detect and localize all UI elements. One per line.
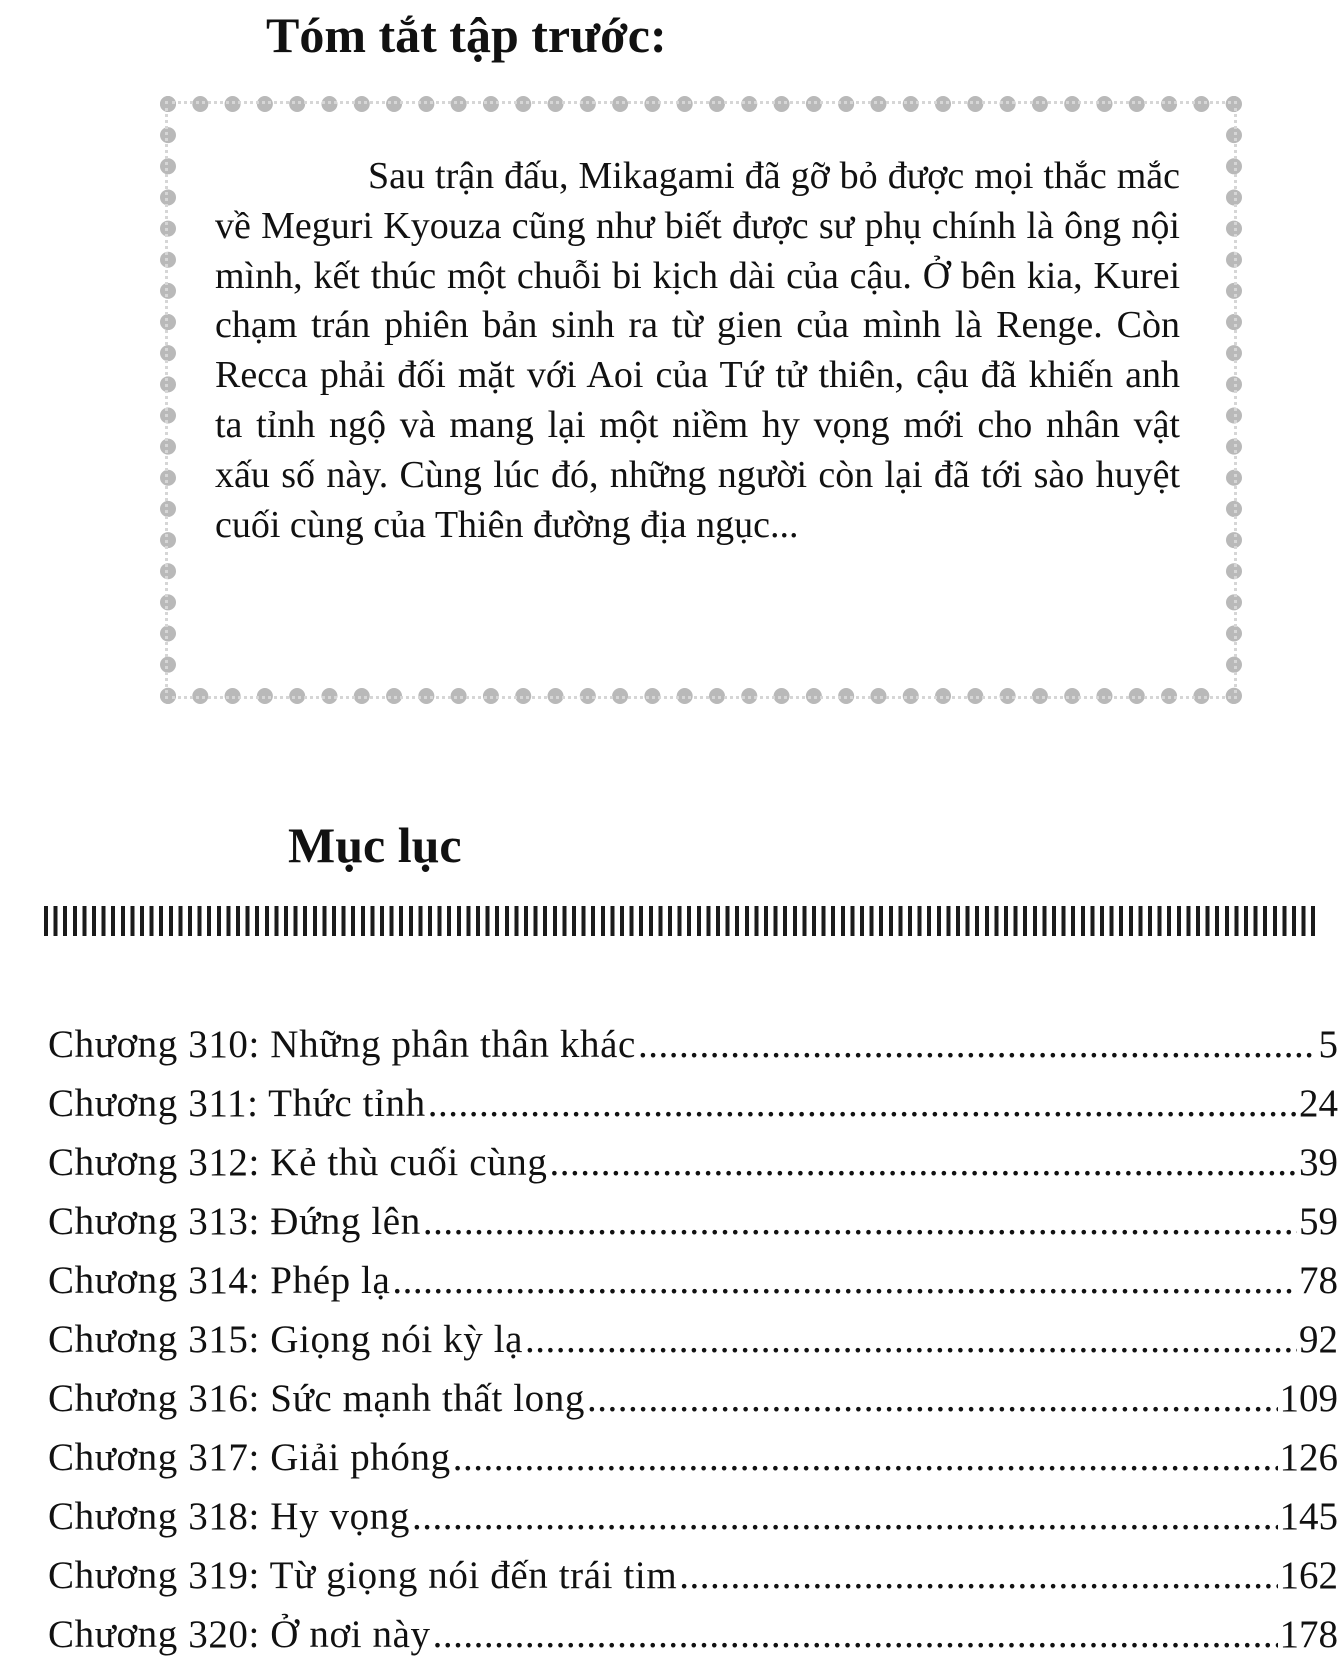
toc-entry-leader	[392, 1251, 1297, 1310]
toc-entry	[48, 1015, 1338, 1074]
toc-entry-leader	[679, 1546, 1277, 1605]
toc-entry	[48, 1487, 1338, 1546]
toc-entry-label: Chương 316: Sức mạnh thất long	[48, 1377, 585, 1420]
toc-entry	[48, 1605, 1338, 1664]
toc-entry-page: 126	[1279, 1436, 1338, 1479]
toc-entry-leader	[587, 1369, 1278, 1428]
toc-entry-label: Chương 313: Đứng lên	[48, 1200, 421, 1243]
toc-entry-label: Chương 318: Hy vọng	[48, 1495, 410, 1538]
toc-entry-label: Chương 315: Giọng nói kỳ lạ	[48, 1318, 524, 1361]
toc-list	[48, 1015, 1338, 1664]
toc-entry-leader	[525, 1310, 1297, 1369]
summary-title: Tóm tắt tập trước:	[266, 7, 667, 63]
toc-entry-leader	[638, 1015, 1317, 1074]
toc-entry	[48, 1428, 1338, 1487]
toc-entry	[48, 1369, 1338, 1428]
toc-entry-leader	[423, 1192, 1297, 1251]
toc-entry-leader	[412, 1487, 1278, 1546]
toc-entry-page: 5	[1318, 1023, 1338, 1066]
toc-entry-leader	[453, 1428, 1278, 1487]
toc-entry-page: 39	[1299, 1141, 1338, 1184]
toc-entry-label: Chương 319: Từ giọng nói đến trái tim	[48, 1554, 678, 1597]
toc-entry	[48, 1546, 1338, 1605]
toc-entry	[48, 1192, 1338, 1251]
toc-entry-page: 24	[1299, 1082, 1338, 1125]
toc-entry-label: Chương 317: Giải phóng	[48, 1436, 451, 1479]
toc-title: Mục lục	[288, 817, 462, 873]
toc-entry	[48, 1251, 1338, 1310]
toc-entry	[48, 1310, 1338, 1369]
toc-entry-leader	[549, 1133, 1297, 1192]
toc-entry-label: Chương 312: Kẻ thù cuối cùng	[48, 1141, 548, 1184]
toc-entry-page: 145	[1279, 1495, 1338, 1538]
toc-entry-label: Chương 310: Những phân thân khác	[48, 1023, 636, 1066]
toc-divider	[44, 906, 1316, 936]
toc-entry-page: 59	[1299, 1200, 1338, 1243]
toc-entry-page: 78	[1299, 1259, 1338, 1302]
toc-entry-label: Chương 314: Phép lạ	[48, 1259, 391, 1302]
toc-entry-leader	[428, 1074, 1297, 1133]
toc-entry	[48, 1074, 1338, 1133]
toc-entry-label: Chương 311: Thức tỉnh	[48, 1082, 426, 1125]
toc-entry-page: 109	[1279, 1377, 1338, 1420]
toc-entry-page: 162	[1279, 1554, 1338, 1597]
summary-text: Sau trận đấu, Mikagami đã gỡ bỏ được mọi thắc mắc về Meguri Kyouza cũng như biết được sư phụ chính là ông nội mình, kết thúc một chuỗi bi kịch dài của cậu. Ở bên kia, Kurei chạm trán phiên bản sinh ra từ gien của mình là Renge. Còn Recca phải đối mặt với Aoi của Tứ tử thiên, cậu đã khiến anh ta tỉnh ngộ và mang lại một niềm hy vọng mới cho nhân vật xấu số này. Cùng lúc đó, những người còn lại đã tới sào huyệt cuối cùng của Thiên đường địa ngục...	[215, 155, 1180, 546]
toc-entry-leader	[433, 1605, 1278, 1664]
toc-entry-page: 178	[1279, 1613, 1338, 1656]
toc-entry-label: Chương 320: Ở nơi này	[48, 1613, 431, 1656]
toc-entry-page: 92	[1299, 1318, 1338, 1361]
toc-entry	[48, 1133, 1338, 1192]
